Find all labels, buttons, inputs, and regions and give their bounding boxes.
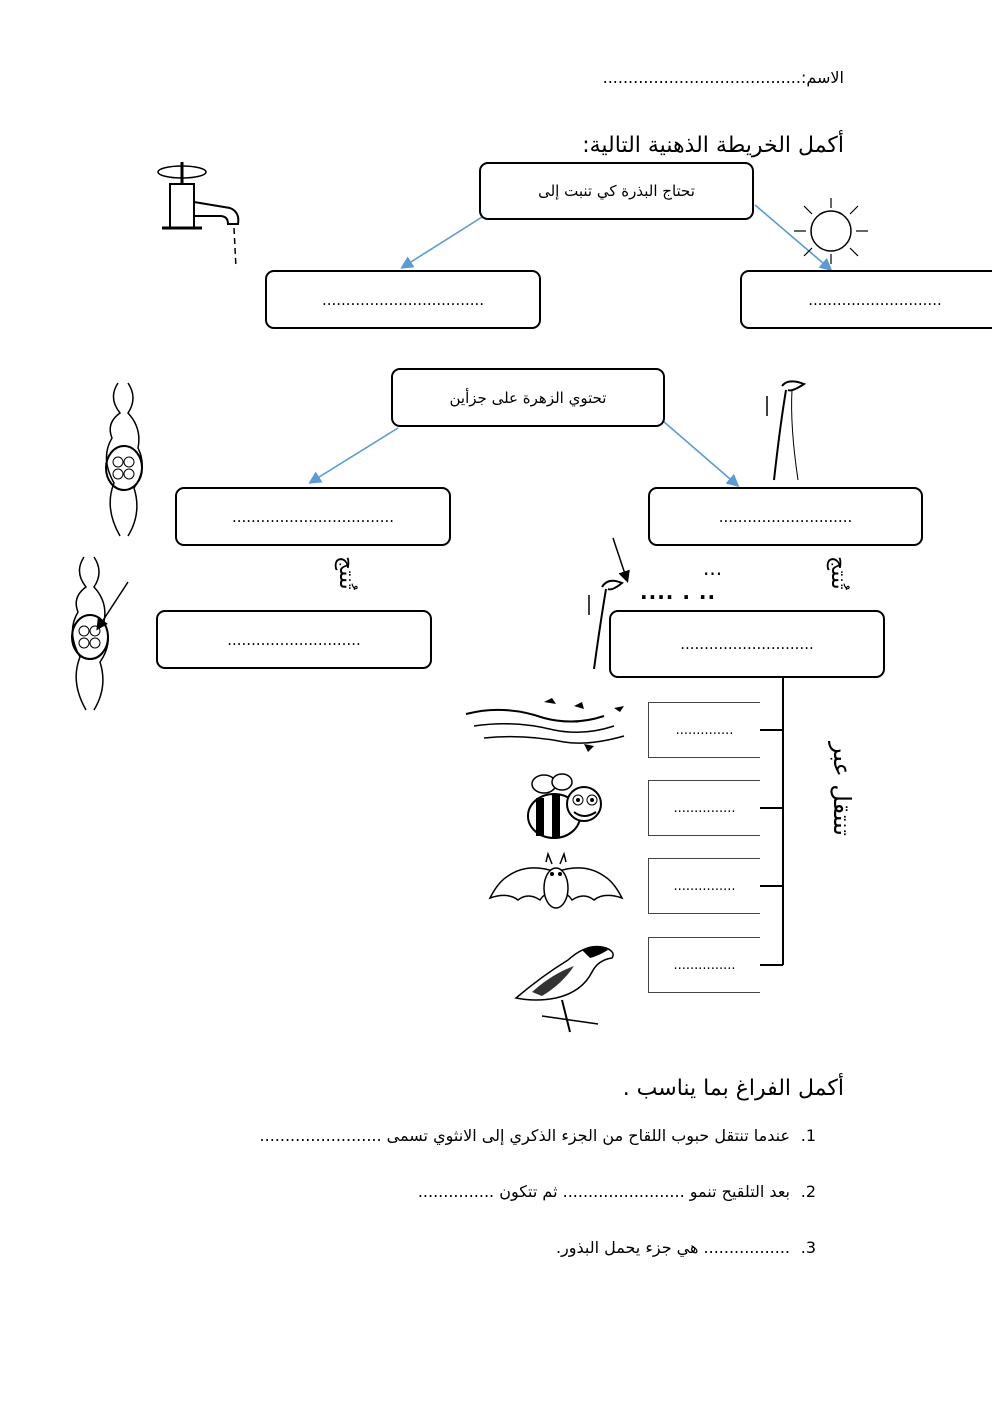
- seed-need-blank-left[interactable]: ..................................: [265, 270, 541, 329]
- stamen-dots-top: ...: [703, 556, 723, 580]
- pistil-picture: [98, 378, 148, 538]
- stamen-picture-2: [586, 575, 626, 670]
- question-2-text[interactable]: بعد التلقيح تنمو ........................ ثم تتكون ...............: [417, 1182, 790, 1201]
- question-2-number: 2.: [800, 1182, 816, 1201]
- wind-picture: [464, 696, 634, 756]
- bat-picture: [488, 852, 624, 922]
- flower-part-blank-left[interactable]: ..................................: [175, 487, 451, 546]
- right-produces-label: تُنتج: [826, 556, 851, 590]
- transfer-blank-bat[interactable]: ...............: [648, 858, 760, 914]
- arrow-flower-left: [311, 428, 398, 482]
- question-1-text[interactable]: عندما تنتقل حبوب اللقاح من الجزء الذكري إلى الانثوي تسمى ........................: [259, 1126, 790, 1145]
- product-blank-right[interactable]: ............................: [609, 610, 885, 678]
- question-1: [260, 1126, 816, 1145]
- transfer-blank-bee[interactable]: ...............: [648, 780, 760, 836]
- section2-title: أكمل الفراغ بما يناسب .: [622, 1076, 844, 1101]
- water-tap-picture: [152, 158, 252, 273]
- pistil-picture-2: [64, 552, 114, 712]
- left-produces-label: تُنتج: [334, 556, 359, 590]
- question-1-number: 1.: [800, 1126, 816, 1145]
- name-label: الاسم:: [800, 68, 844, 87]
- arrow-flower-right: [663, 421, 737, 485]
- bird-picture: [512, 936, 616, 1036]
- stamen-picture: [762, 376, 812, 481]
- question-3: [556, 1238, 816, 1257]
- bee-picture: [514, 772, 610, 844]
- transfer-blank-bird[interactable]: ...............: [648, 937, 760, 993]
- stamen-dots-bottom: .... . ..: [640, 580, 717, 604]
- arrow-seed-left: [403, 212, 490, 267]
- question-2: [418, 1182, 816, 1201]
- question-3-text[interactable]: ................. هي جزء يحمل البذور.: [555, 1238, 790, 1257]
- product-blank-left[interactable]: ............................: [156, 610, 432, 669]
- seed-need-blank-right[interactable]: ............................: [740, 270, 992, 329]
- section1-title: أكمل الخريطة الذهنية التالية:: [582, 133, 844, 158]
- transfer-blank-wind[interactable]: ..............: [648, 702, 760, 758]
- flower-part-blank-right[interactable]: ............................: [648, 487, 923, 546]
- flower-parts-box: تحتوي الزهرة على جزأين: [391, 368, 665, 427]
- question-3-number: 3.: [800, 1238, 816, 1257]
- seed-needs-box: تحتاج البذرة كي تنبت إلى: [479, 162, 754, 220]
- name-blank[interactable]: .......................................: [602, 68, 801, 87]
- transfer-label: تنتقل عبر: [828, 742, 856, 836]
- sun-picture: [786, 196, 876, 266]
